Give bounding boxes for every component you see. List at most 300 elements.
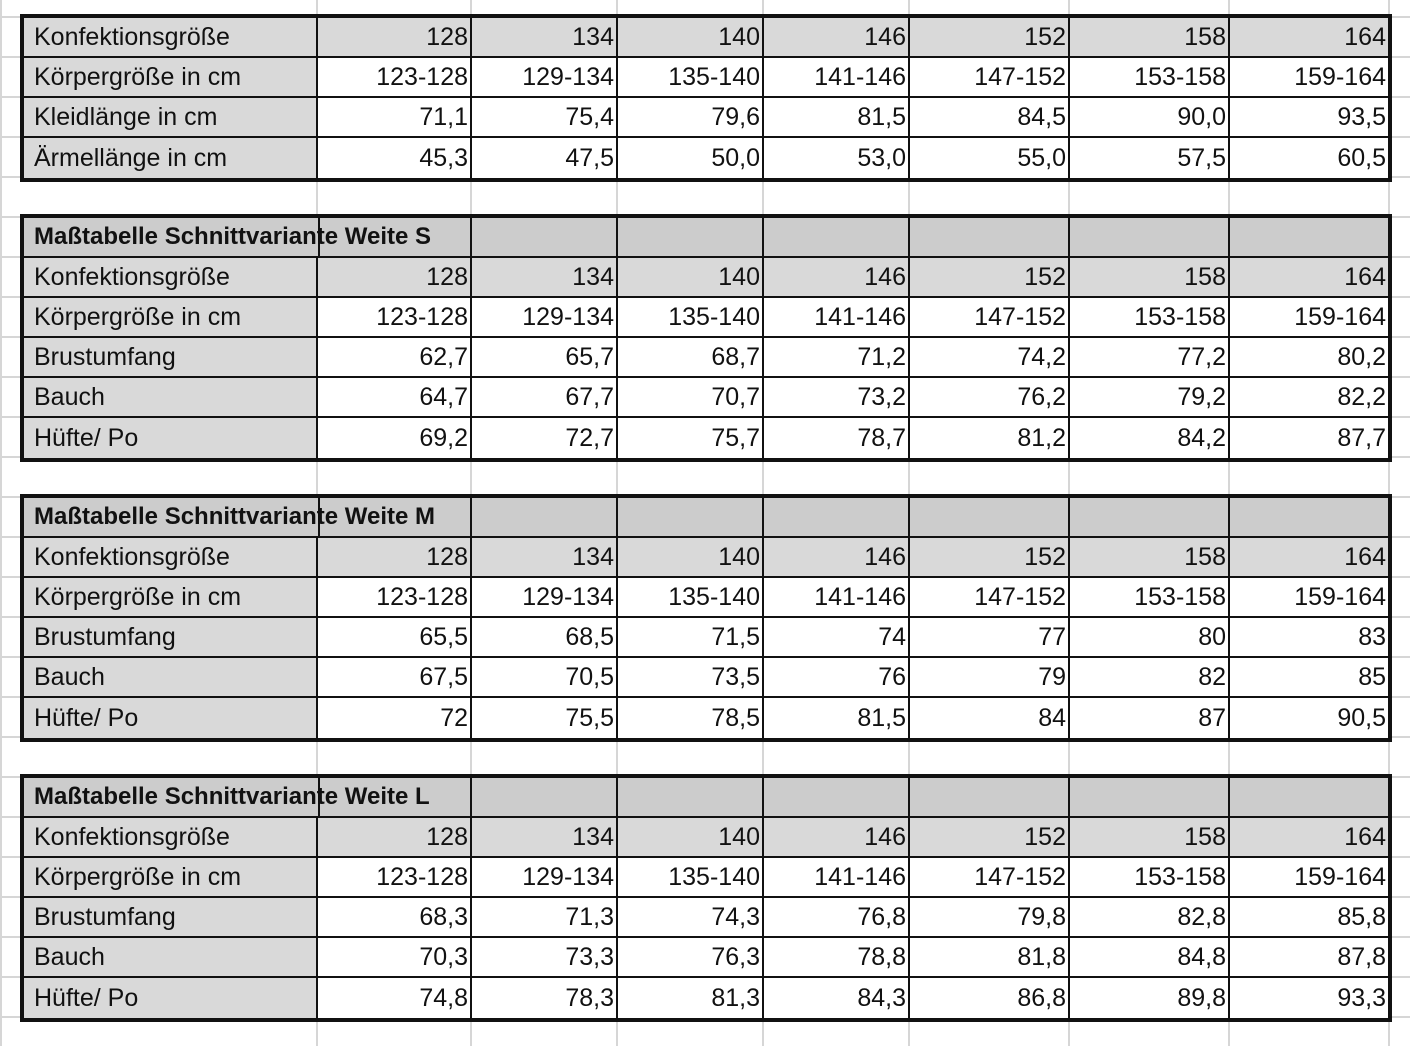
row-label: Brustumfang: [34, 902, 176, 931]
value-cell[interactable]: [1230, 138, 1388, 178]
row-label: Konfektionsgröße: [34, 22, 230, 51]
value-cell[interactable]: [318, 378, 472, 416]
measurement-table: [20, 214, 1392, 462]
value-cell[interactable]: [1230, 578, 1388, 616]
value-cell[interactable]: [472, 538, 618, 576]
value-cell[interactable]: [1070, 658, 1230, 696]
cell-value: 77: [1038, 622, 1066, 651]
cell-value: 70,5: [565, 662, 614, 691]
value-cell[interactable]: [318, 138, 472, 178]
cell-value: 73,3: [565, 942, 614, 971]
value-cell[interactable]: [618, 378, 764, 416]
cell-value: 81,5: [857, 703, 906, 732]
value-cell[interactable]: [318, 858, 472, 896]
table-row: [24, 858, 1388, 898]
cell-value: 164: [1344, 542, 1386, 571]
value-cell[interactable]: [472, 378, 618, 416]
value-cell[interactable]: [764, 658, 910, 696]
row-label-cell[interactable]: [24, 258, 318, 296]
value-cell[interactable]: [318, 578, 472, 616]
title-fill-cell[interactable]: [1230, 498, 1388, 536]
cell-value: 86,8: [1017, 983, 1066, 1012]
value-cell[interactable]: [318, 418, 472, 458]
cell-value: 81,2: [1017, 423, 1066, 452]
row-label: Hüfte/ Po: [34, 983, 139, 1012]
value-cell[interactable]: [1230, 818, 1388, 856]
value-cell[interactable]: [910, 898, 1070, 936]
value-cell[interactable]: [1070, 418, 1230, 458]
table-row: [24, 538, 1388, 578]
value-cell[interactable]: [910, 138, 1070, 178]
value-cell[interactable]: [1070, 578, 1230, 616]
cell-value: 147-152: [974, 62, 1066, 91]
value-cell[interactable]: [910, 418, 1070, 458]
cell-value: 164: [1344, 822, 1386, 851]
value-cell[interactable]: [764, 378, 910, 416]
value-cell[interactable]: [618, 658, 764, 696]
value-cell[interactable]: [1230, 418, 1388, 458]
value-cell[interactable]: [910, 338, 1070, 376]
cell-value: 70,3: [419, 942, 468, 971]
value-cell[interactable]: [910, 538, 1070, 576]
title-fill-cell[interactable]: [1070, 778, 1230, 816]
value-cell[interactable]: [618, 818, 764, 856]
value-cell[interactable]: [472, 58, 618, 96]
value-cell[interactable]: [618, 18, 764, 56]
value-cell[interactable]: [910, 58, 1070, 96]
value-cell[interactable]: [1070, 138, 1230, 178]
row-label-cell[interactable]: [24, 898, 318, 936]
cell-value: 81,5: [857, 102, 906, 131]
cell-value: 153-158: [1134, 862, 1226, 891]
value-cell[interactable]: [764, 978, 910, 1018]
cell-value: 152: [1024, 542, 1066, 571]
value-cell[interactable]: [764, 298, 910, 336]
cell-value: 82,8: [1177, 902, 1226, 931]
value-cell[interactable]: [1230, 18, 1388, 56]
value-cell[interactable]: [318, 338, 472, 376]
cell-value: 158: [1184, 542, 1226, 571]
cell-value: 45,3: [419, 143, 468, 172]
table-row: [24, 338, 1388, 378]
value-cell[interactable]: [318, 538, 472, 576]
value-cell[interactable]: [1230, 618, 1388, 656]
cell-value: 82,2: [1337, 382, 1386, 411]
value-cell[interactable]: [472, 618, 618, 656]
row-label-cell[interactable]: [24, 618, 318, 656]
value-cell[interactable]: [472, 258, 618, 296]
value-cell[interactable]: [1230, 538, 1388, 576]
cell-value: 71,3: [565, 902, 614, 931]
value-cell[interactable]: [1230, 338, 1388, 376]
value-cell[interactable]: [318, 938, 472, 976]
cell-value: 78,8: [857, 942, 906, 971]
value-cell[interactable]: [1070, 618, 1230, 656]
cell-value: 76,3: [711, 942, 760, 971]
cell-value: 146: [864, 262, 906, 291]
value-cell[interactable]: [318, 258, 472, 296]
measurement-table: [20, 774, 1392, 1022]
table-title-cell[interactable]: [24, 498, 435, 536]
cell-value: 128: [426, 22, 468, 51]
row-label-cell[interactable]: [24, 378, 318, 416]
table-row: [24, 658, 1388, 698]
cell-value: 135-140: [668, 582, 760, 611]
cell-value: 50,0: [711, 143, 760, 172]
value-cell[interactable]: [764, 698, 910, 738]
cell-value: 83: [1358, 622, 1386, 651]
value-cell[interactable]: [618, 898, 764, 936]
value-cell[interactable]: [764, 98, 910, 136]
row-label: Hüfte/ Po: [34, 423, 139, 452]
cell-value: 67,7: [565, 382, 614, 411]
value-cell[interactable]: [910, 698, 1070, 738]
value-cell[interactable]: [318, 58, 472, 96]
row-label-cell[interactable]: [24, 18, 318, 56]
cell-value: 74,8: [419, 983, 468, 1012]
cell-value: 68,5: [565, 622, 614, 651]
value-cell[interactable]: [1070, 338, 1230, 376]
cell-value: 159-164: [1294, 302, 1386, 331]
cell-value: 76: [878, 662, 906, 691]
value-cell[interactable]: [1070, 98, 1230, 136]
value-cell[interactable]: [618, 258, 764, 296]
value-cell[interactable]: [1070, 538, 1230, 576]
cell-value: 53,0: [857, 143, 906, 172]
value-cell[interactable]: [910, 818, 1070, 856]
row-label-cell[interactable]: [24, 858, 318, 896]
table-row: [24, 18, 1388, 58]
table-row: [24, 298, 1388, 338]
cell-value: 129-134: [522, 862, 614, 891]
cell-value: 123-128: [376, 302, 468, 331]
cell-value: 79,8: [1017, 902, 1066, 931]
cell-value: 68,3: [419, 902, 468, 931]
cell-value: 75,5: [565, 703, 614, 732]
table-title-row: [24, 778, 1388, 818]
value-cell[interactable]: [618, 978, 764, 1018]
cell-value: 69,2: [419, 423, 468, 452]
title-fill-cell[interactable]: [1070, 218, 1230, 256]
value-cell[interactable]: [618, 698, 764, 738]
cell-value: 153-158: [1134, 582, 1226, 611]
title-fill-cell[interactable]: [764, 218, 910, 256]
title-fill-cell[interactable]: [910, 778, 1070, 816]
value-cell[interactable]: [472, 938, 618, 976]
value-cell[interactable]: [764, 58, 910, 96]
cell-value: 71,1: [419, 102, 468, 131]
value-cell[interactable]: [618, 58, 764, 96]
cell-value: 152: [1024, 22, 1066, 51]
cell-value: 158: [1184, 822, 1226, 851]
value-cell[interactable]: [910, 658, 1070, 696]
table-row: [24, 698, 1388, 738]
value-cell[interactable]: [910, 858, 1070, 896]
value-cell[interactable]: [1070, 378, 1230, 416]
value-cell[interactable]: [472, 298, 618, 336]
cell-value: 164: [1344, 22, 1386, 51]
row-label: Körpergröße in cm: [34, 302, 242, 331]
value-cell[interactable]: [1070, 258, 1230, 296]
value-cell[interactable]: [764, 538, 910, 576]
title-fill-cell[interactable]: [472, 778, 618, 816]
cell-value: 159-164: [1294, 862, 1386, 891]
value-cell[interactable]: [1230, 698, 1388, 738]
cell-value: 68,7: [711, 342, 760, 371]
value-cell[interactable]: [764, 138, 910, 178]
value-cell[interactable]: [618, 138, 764, 178]
value-cell[interactable]: [1070, 938, 1230, 976]
cell-value: 141-146: [814, 62, 906, 91]
table-title: Maßtabelle Schnittvariante Weite L: [34, 783, 430, 810]
row-label: Körpergröße in cm: [34, 62, 242, 91]
cell-value: 135-140: [668, 862, 760, 891]
value-cell[interactable]: [1230, 898, 1388, 936]
value-cell[interactable]: [472, 578, 618, 616]
value-cell[interactable]: [764, 858, 910, 896]
row-label-cell[interactable]: [24, 698, 318, 738]
cell-value: 65,7: [565, 342, 614, 371]
table-title-cell[interactable]: [24, 778, 430, 816]
value-cell[interactable]: [764, 258, 910, 296]
value-cell[interactable]: [472, 418, 618, 458]
row-label: Bauch: [34, 942, 105, 971]
cell-value: 128: [426, 542, 468, 571]
value-cell[interactable]: [472, 978, 618, 1018]
value-cell[interactable]: [318, 818, 472, 856]
value-cell[interactable]: [1230, 98, 1388, 136]
cell-value: 84: [1038, 703, 1066, 732]
value-cell[interactable]: [618, 858, 764, 896]
cell-value: 135-140: [668, 62, 760, 91]
title-fill-cell[interactable]: [1230, 218, 1388, 256]
value-cell[interactable]: [1230, 978, 1388, 1018]
value-cell[interactable]: [318, 98, 472, 136]
value-cell[interactable]: [764, 418, 910, 458]
table-row: [24, 578, 1388, 618]
row-label: Konfektionsgröße: [34, 822, 230, 851]
cell-value: 64,7: [419, 382, 468, 411]
table-row: [24, 378, 1388, 418]
row-label-cell[interactable]: [24, 578, 318, 616]
value-cell[interactable]: [472, 18, 618, 56]
title-fill-cell[interactable]: [1230, 778, 1388, 816]
cell-value: 82: [1198, 662, 1226, 691]
value-cell[interactable]: [318, 618, 472, 656]
title-fill-cell[interactable]: [618, 498, 764, 536]
cell-value: 73,2: [857, 382, 906, 411]
title-fill-cell[interactable]: [764, 778, 910, 816]
value-cell[interactable]: [318, 658, 472, 696]
value-cell[interactable]: [910, 578, 1070, 616]
cell-value: 75,4: [565, 102, 614, 131]
value-cell[interactable]: [764, 578, 910, 616]
row-label: Bauch: [34, 382, 105, 411]
cell-value: 128: [426, 262, 468, 291]
value-cell[interactable]: [472, 138, 618, 178]
cell-value: 159-164: [1294, 62, 1386, 91]
table-row: [24, 138, 1388, 178]
title-fill-cell[interactable]: [618, 218, 764, 256]
cell-value: 84,3: [857, 983, 906, 1012]
value-cell[interactable]: [1230, 858, 1388, 896]
cell-value: 71,5: [711, 622, 760, 651]
row-label-cell[interactable]: [24, 98, 318, 136]
cell-value: 140: [718, 822, 760, 851]
table-row: [24, 58, 1388, 98]
cell-value: 77,2: [1177, 342, 1226, 371]
row-label: Konfektionsgröße: [34, 262, 230, 291]
value-cell[interactable]: [472, 818, 618, 856]
value-cell[interactable]: [764, 898, 910, 936]
value-cell[interactable]: [1070, 858, 1230, 896]
row-label: Hüfte/ Po: [34, 703, 139, 732]
cell-value: 78,3: [565, 983, 614, 1012]
value-cell[interactable]: [764, 618, 910, 656]
value-cell[interactable]: [472, 698, 618, 738]
row-label-cell[interactable]: [24, 938, 318, 976]
value-cell[interactable]: [318, 298, 472, 336]
row-label-cell[interactable]: [24, 658, 318, 696]
table-row: [24, 618, 1388, 658]
value-cell[interactable]: [1070, 898, 1230, 936]
cell-value: 70,7: [711, 382, 760, 411]
cell-value: 134: [572, 542, 614, 571]
cell-value: 147-152: [974, 302, 1066, 331]
row-label-cell[interactable]: [24, 818, 318, 856]
value-cell[interactable]: [618, 98, 764, 136]
value-cell[interactable]: [764, 818, 910, 856]
value-cell[interactable]: [910, 258, 1070, 296]
cell-value: 79,2: [1177, 382, 1226, 411]
value-cell[interactable]: [618, 578, 764, 616]
row-label-cell[interactable]: [24, 58, 318, 96]
value-cell[interactable]: [910, 618, 1070, 656]
measurement-table: [20, 494, 1392, 742]
cell-value: 62,7: [419, 342, 468, 371]
table-row: [24, 938, 1388, 978]
cell-value: 74,3: [711, 902, 760, 931]
row-label-cell[interactable]: [24, 418, 318, 458]
title-fill-cell[interactable]: [472, 218, 618, 256]
value-cell[interactable]: [618, 298, 764, 336]
value-cell[interactable]: [1070, 298, 1230, 336]
value-cell[interactable]: [472, 658, 618, 696]
cell-value: 140: [718, 542, 760, 571]
value-cell[interactable]: [1230, 258, 1388, 296]
title-fill-cell[interactable]: [618, 778, 764, 816]
table-title-cell[interactable]: [24, 218, 431, 256]
value-cell[interactable]: [318, 18, 472, 56]
cell-value: 81,3: [711, 983, 760, 1012]
table-row: [24, 898, 1388, 938]
cell-value: 123-128: [376, 862, 468, 891]
cell-value: 57,5: [1177, 143, 1226, 172]
value-cell[interactable]: [910, 298, 1070, 336]
value-cell[interactable]: [1230, 298, 1388, 336]
cell-value: 93,5: [1337, 102, 1386, 131]
cell-value: 60,5: [1337, 143, 1386, 172]
value-cell[interactable]: [618, 538, 764, 576]
value-cell[interactable]: [1070, 818, 1230, 856]
value-cell[interactable]: [1070, 18, 1230, 56]
cell-value: 74,2: [1017, 342, 1066, 371]
value-cell[interactable]: [910, 938, 1070, 976]
cell-value: 84,8: [1177, 942, 1226, 971]
value-cell[interactable]: [318, 978, 472, 1018]
title-fill-cell[interactable]: [472, 498, 618, 536]
cell-value: 75,7: [711, 423, 760, 452]
cell-value: 140: [718, 22, 760, 51]
title-fill-cell[interactable]: [764, 498, 910, 536]
cell-value: 76,8: [857, 902, 906, 931]
value-cell[interactable]: [472, 858, 618, 896]
cell-value: 146: [864, 822, 906, 851]
value-cell[interactable]: [318, 898, 472, 936]
value-cell[interactable]: [472, 898, 618, 936]
value-cell[interactable]: [910, 18, 1070, 56]
cell-value: 79,6: [711, 102, 760, 131]
row-label: Kleidlänge in cm: [34, 102, 218, 131]
value-cell[interactable]: [618, 938, 764, 976]
cell-value: 87,7: [1337, 423, 1386, 452]
table-title-row: [24, 498, 1388, 538]
value-cell[interactable]: [764, 338, 910, 376]
value-cell[interactable]: [764, 938, 910, 976]
value-cell[interactable]: [910, 98, 1070, 136]
value-cell[interactable]: [472, 98, 618, 136]
cell-value: 129-134: [522, 62, 614, 91]
value-cell[interactable]: [1070, 58, 1230, 96]
table-row: [24, 418, 1388, 458]
cell-value: 129-134: [522, 582, 614, 611]
cell-value: 85: [1358, 662, 1386, 691]
cell-value: 159-164: [1294, 582, 1386, 611]
title-fill-cell[interactable]: [910, 218, 1070, 256]
value-cell[interactable]: [910, 378, 1070, 416]
value-cell[interactable]: [764, 18, 910, 56]
value-cell[interactable]: [618, 338, 764, 376]
value-cell[interactable]: [1070, 698, 1230, 738]
cell-value: 135-140: [668, 302, 760, 331]
cell-value: 164: [1344, 262, 1386, 291]
value-cell[interactable]: [910, 978, 1070, 1018]
row-label: Ärmellänge in cm: [34, 143, 228, 172]
value-cell[interactable]: [618, 418, 764, 458]
measurement-table: [20, 14, 1392, 182]
value-cell[interactable]: [472, 338, 618, 376]
table-row: [24, 818, 1388, 858]
cell-value: 123-128: [376, 62, 468, 91]
value-cell[interactable]: [1230, 938, 1388, 976]
row-label-cell[interactable]: [24, 338, 318, 376]
cell-value: 72,7: [565, 423, 614, 452]
row-label-cell[interactable]: [24, 538, 318, 576]
row-label-cell[interactable]: [24, 298, 318, 336]
value-cell[interactable]: [618, 618, 764, 656]
title-fill-cell[interactable]: [1070, 498, 1230, 536]
row-label-cell[interactable]: [24, 978, 318, 1018]
value-cell[interactable]: [1070, 978, 1230, 1018]
value-cell[interactable]: [1230, 58, 1388, 96]
row-label-cell[interactable]: [24, 138, 318, 178]
title-fill-cell[interactable]: [910, 498, 1070, 536]
value-cell[interactable]: [1230, 658, 1388, 696]
value-cell[interactable]: [1230, 378, 1388, 416]
cell-value: 76,2: [1017, 382, 1066, 411]
cell-value: 71,2: [857, 342, 906, 371]
value-cell[interactable]: [318, 698, 472, 738]
